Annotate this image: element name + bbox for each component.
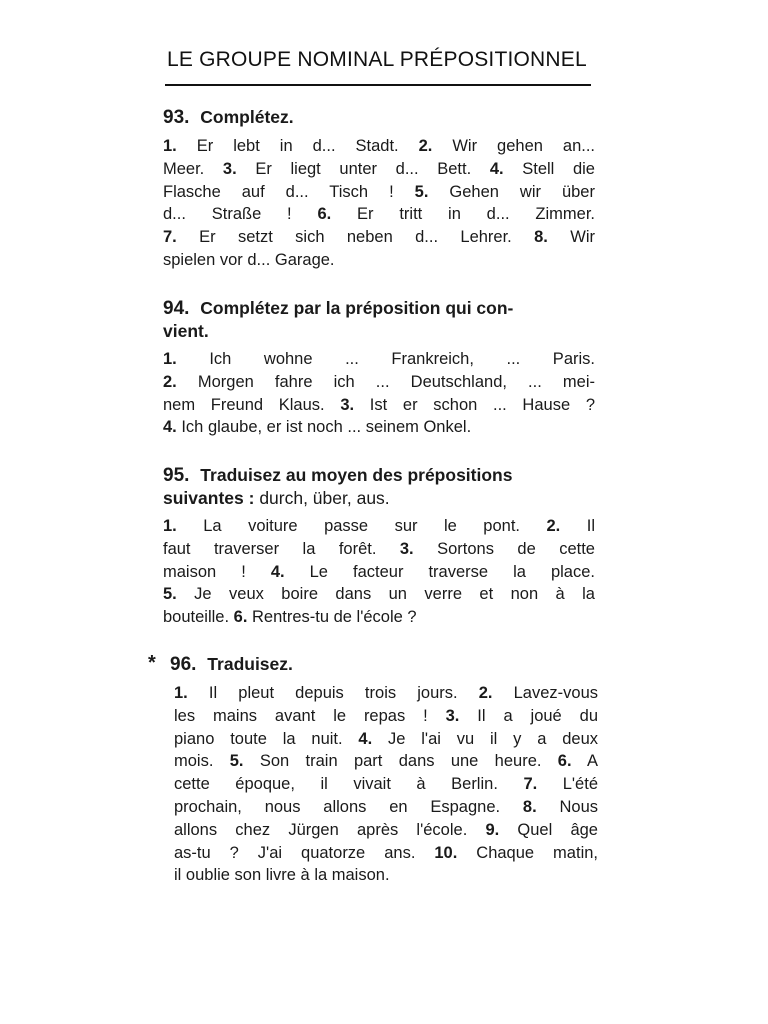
- exercise-body: [163, 135, 595, 272]
- exercise-line: 1. Il pleut depuis trois jours. 2. Lavez-vous: [174, 684, 598, 702]
- item-number: 10.: [434, 843, 458, 862]
- exercise-line: nem Freund Klaus. 3. Ist er schon ... Hause ?: [163, 395, 595, 414]
- item-number: 4.: [489, 159, 504, 178]
- exercise-number: 94.: [163, 298, 190, 319]
- item-number: 5.: [229, 752, 244, 771]
- exercise-line: faut traverser la forêt. 3. Sortons de cette: [163, 539, 595, 558]
- exercise-line: 1. Ich wohne ... Frankreich, ... Paris.: [163, 350, 595, 368]
- exercise-line: spielen vor d... Garage.: [163, 250, 335, 269]
- item-number: 5.: [414, 182, 429, 201]
- item-number: 8.: [534, 228, 548, 247]
- exercise-line: allons chez Jürgen après l'école. 9. Quel âge: [174, 820, 598, 839]
- exercise-line: bouteille. 6. Rentres-tu de l'école ?: [163, 608, 417, 627]
- item-number: 4.: [163, 418, 177, 437]
- running-head: LE GROUPE NOMINAL PRÉPOSITIONNEL: [167, 48, 587, 71]
- item-number: 4.: [358, 729, 373, 748]
- item-number: 6.: [233, 608, 248, 627]
- item-number: 1.: [163, 517, 177, 535]
- exercise-number: 95.: [163, 465, 190, 486]
- exercise-line: 5. Je veux boire dans un verre et non à la: [163, 585, 595, 604]
- exercise-title: [170, 653, 598, 676]
- item-number: 8.: [522, 797, 537, 816]
- exercise-95: [163, 464, 595, 629]
- exercise-instruction-continued: suivantes :: [163, 488, 255, 508]
- exercise-line: 7. Er setzt sich neben d... Lehrer. 8. Wir: [163, 228, 595, 247]
- item-number: 3.: [340, 395, 355, 414]
- exercise-number: 93.: [163, 107, 190, 128]
- exercise-line: il oublie son livre à la maison.: [174, 866, 390, 885]
- exercise-line: cette époque, il vivait à Berlin. 7. L'été: [174, 775, 598, 794]
- item-number: 9.: [485, 820, 500, 839]
- item-number: 2.: [418, 137, 433, 155]
- item-number: 1.: [174, 684, 188, 702]
- exercise-title: [163, 106, 595, 129]
- exercise-body: [174, 682, 598, 887]
- item-number: 3.: [445, 706, 460, 725]
- exercise-93: [163, 106, 595, 272]
- exercise-prepositions: durch, über, aus.: [259, 488, 390, 508]
- exercise-line: d... Straße ! 6. Er tritt in d... Zimmer.: [163, 205, 595, 224]
- exercise-line: 1. La voiture passe sur le pont. 2. Il: [163, 517, 595, 535]
- item-number: 5.: [163, 585, 177, 604]
- exercise-instruction: Complétez.: [200, 107, 294, 127]
- exercise-line: maison ! 4. Le facteur traverse la place.: [163, 562, 595, 581]
- exercise-instruction: Traduisez au moyen des prépositions: [200, 465, 513, 485]
- header-rule: [165, 84, 591, 86]
- exercise-line: Meer. 3. Er liegt unter d... Bett. 4. Stell die: [163, 159, 595, 178]
- item-number: 3.: [222, 159, 237, 178]
- exercise-instruction: Complétez par la préposition qui con-: [200, 298, 514, 318]
- exercise-title: [163, 464, 595, 509]
- exercise-line: mois. 5. Son train part dans une heure. 6. A: [174, 752, 598, 771]
- item-number: 1.: [163, 137, 177, 155]
- item-number: 7.: [523, 775, 538, 794]
- exercise-line: les mains avant le repas ! 3. Il a joué du: [174, 706, 598, 725]
- item-number: 1.: [163, 350, 177, 368]
- exercise-title: [163, 297, 595, 342]
- item-number: 4.: [270, 562, 285, 581]
- item-number: 6.: [317, 205, 332, 224]
- exercise-94: [163, 297, 595, 439]
- exercise-line: piano toute la nuit. 4. Je l'ai vu il y a deux: [174, 729, 599, 748]
- exercise-line: as-tu ? J'ai quatorze ans. 10. Chaque matin,: [174, 843, 598, 862]
- exercise-instruction-continued: vient.: [163, 321, 209, 341]
- exercise-96: [170, 653, 598, 887]
- item-number: 3.: [399, 539, 414, 558]
- exercise-body: [163, 348, 595, 439]
- exercise-number: 96.: [170, 654, 197, 675]
- item-number: 6.: [557, 752, 572, 771]
- exercise-line: Flasche auf d... Tisch ! 5. Gehen wir über: [163, 182, 595, 201]
- exercise-line: prochain, nous allons en Espagne. 8. Nous: [174, 797, 599, 816]
- exercise-line: 1. Er lebt in d... Stadt. 2. Wir gehen an...: [163, 137, 595, 155]
- exercise-line: 2. Morgen fahre ich ... Deutschland, ... mei-: [163, 372, 595, 391]
- item-number: 2.: [546, 517, 561, 535]
- item-number: 2.: [163, 372, 177, 391]
- exercise-line: 4. Ich glaube, er ist noch ... seinem Onkel.: [163, 418, 472, 437]
- item-number: 2.: [478, 684, 493, 702]
- exercise-body: [163, 515, 595, 629]
- difficulty-star-marker: *: [148, 652, 156, 674]
- item-number: 7.: [163, 228, 177, 247]
- exercise-instruction: Traduisez.: [207, 654, 293, 674]
